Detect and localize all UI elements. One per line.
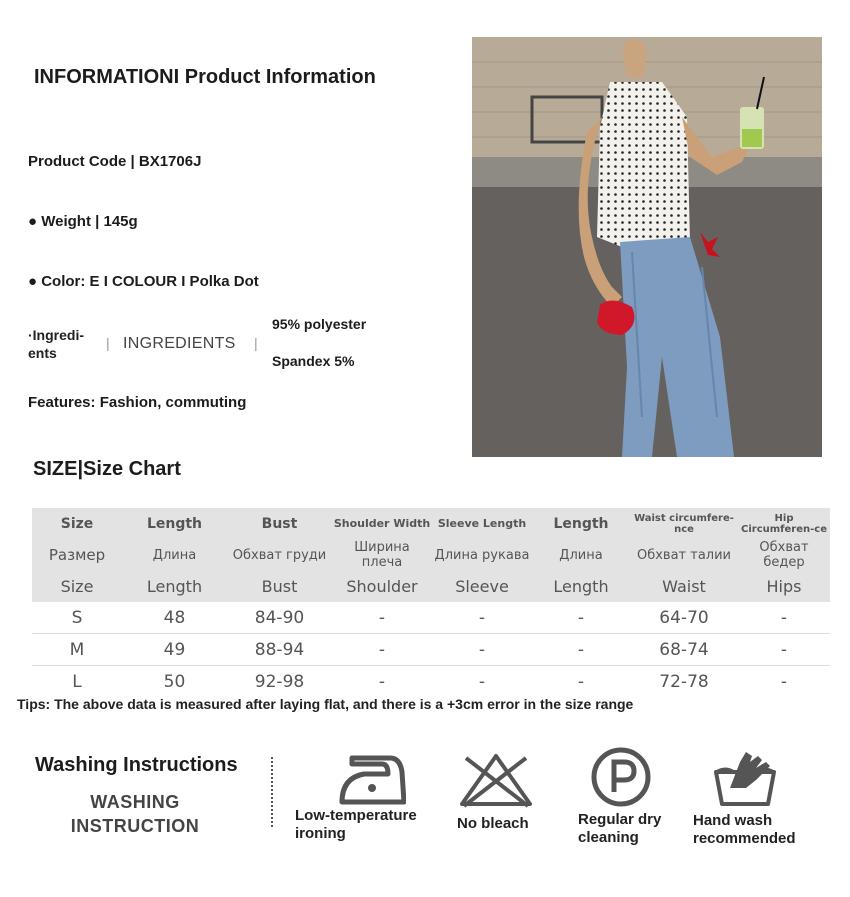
ingredients-separator-2: | (254, 335, 258, 351)
header-en-cell: Length (122, 570, 227, 602)
header-cell: Sleeve Length (432, 508, 532, 540)
header-ru-cell: Обхват груди (227, 540, 332, 570)
size-cell: - (532, 602, 630, 634)
size-cell: 64-70 (630, 602, 738, 634)
size-cell: - (332, 634, 432, 666)
size-cell: L (72, 671, 82, 692)
size-cell: S (32, 602, 122, 634)
hand-wash-label-line-2: recommended (693, 830, 796, 847)
size-cell: - (432, 602, 532, 634)
ingredients-separator: | (106, 335, 110, 351)
size-header-ru-row (32, 540, 830, 570)
size-cell: 68-74 (630, 634, 738, 666)
iron-label (295, 807, 417, 843)
header-cell: Hip Circumferen-ce (738, 508, 830, 540)
dry-clean-icon (590, 746, 652, 813)
header-cell: Bust (227, 508, 332, 540)
header-cell: Length (532, 508, 630, 540)
size-cell: 84-90 (227, 602, 332, 634)
size-cell: 92-98 (254, 671, 305, 692)
hand-wash-label (693, 812, 796, 848)
size-row-l (32, 666, 830, 698)
header-ru-cell: Ширина плеча (332, 540, 432, 570)
washing-divider (271, 757, 273, 827)
no-bleach-icon (458, 752, 534, 813)
size-cell: - (332, 602, 432, 634)
size-cell: - (432, 634, 532, 666)
iron-label-line-1: Low-temperature (295, 807, 417, 824)
product-photo (472, 37, 822, 457)
washing-title: Washing Instructions (35, 754, 238, 776)
size-cell: - (577, 671, 585, 692)
size-cell: 48 (122, 602, 227, 634)
product-code: Product Code | BX1706J (28, 153, 202, 170)
size-cell: - (378, 671, 386, 692)
weight: ● Weight | 145g (28, 213, 138, 230)
header-en-cell: Length (532, 570, 630, 602)
info-title: INFORMATIONI Product Information (34, 66, 376, 88)
size-row-s (32, 602, 830, 634)
size-header-en-row (32, 570, 830, 602)
header-ru-cell: Длина (532, 540, 630, 570)
washing-subtitle (60, 790, 210, 838)
header-ru-cell: Размер (32, 540, 122, 570)
material-2: Spandex 5% (272, 353, 355, 369)
ingredients-label: ·Ingredi-ents (28, 327, 84, 361)
size-cell: 49 (122, 634, 227, 666)
header-en-cell: Shoulder (332, 570, 432, 602)
size-cell: 72-78 (659, 671, 709, 692)
material-1: 95% polyester (272, 316, 367, 332)
header-ru-cell: Обхват талии (630, 540, 738, 570)
header-en-cell: Bust (227, 570, 332, 602)
size-tips: Tips: The above data is measured after laying flat, and there is a +3cm error in the size range (17, 696, 634, 712)
size-chart-table (32, 508, 830, 697)
washing-subtitle-line-2: INSTRUCTION (70, 816, 200, 836)
no-bleach-label: No bleach (457, 815, 529, 832)
header-en-cell: Sleeve (432, 570, 532, 602)
header-en-cell: Waist (630, 570, 738, 602)
size-row-m (32, 634, 830, 666)
size-cell: - (780, 671, 788, 692)
size-cell: - (738, 634, 830, 666)
dry-clean-label (578, 811, 661, 847)
features: Features: Fashion, commuting (28, 394, 247, 411)
header-cell: Shoulder Width (332, 508, 432, 540)
size-header-row (32, 508, 830, 540)
size-cell: M (32, 634, 122, 666)
product-photo-illustration (472, 37, 822, 457)
dry-clean-label-line-1: Regular dry (578, 811, 662, 828)
size-cell: - (478, 671, 486, 692)
header-cell: Waist circumfere-nce (630, 508, 738, 540)
header-cell: Length (122, 508, 227, 540)
header-ru-cell: Длина (122, 540, 227, 570)
header-ru-cell: Длина рукава (432, 540, 532, 570)
size-cell: 50 (163, 671, 186, 692)
size-cell: - (738, 602, 830, 634)
dry-clean-label-line-2: cleaning (578, 829, 639, 846)
ingredients-en: INGREDIENTS (123, 335, 236, 352)
size-chart-title: SIZE|Size Chart (33, 458, 181, 480)
washing-subtitle-line-1: WASHING (90, 792, 180, 812)
header-ru-cell: Обхват бедер (738, 540, 830, 570)
iron-label-line-2: ironing (295, 825, 346, 842)
color: ● Color: E I COLOUR I Polka Dot (28, 273, 259, 290)
size-cell: 88-94 (227, 634, 332, 666)
hand-wash-icon (712, 748, 778, 813)
header-en-cell: Size (32, 570, 122, 602)
size-cell: - (532, 634, 630, 666)
iron-icon (338, 754, 406, 811)
header-cell: Size (32, 508, 122, 540)
header-en-cell: Hips (738, 570, 830, 602)
hand-wash-label-line-1: Hand wash (693, 812, 773, 829)
